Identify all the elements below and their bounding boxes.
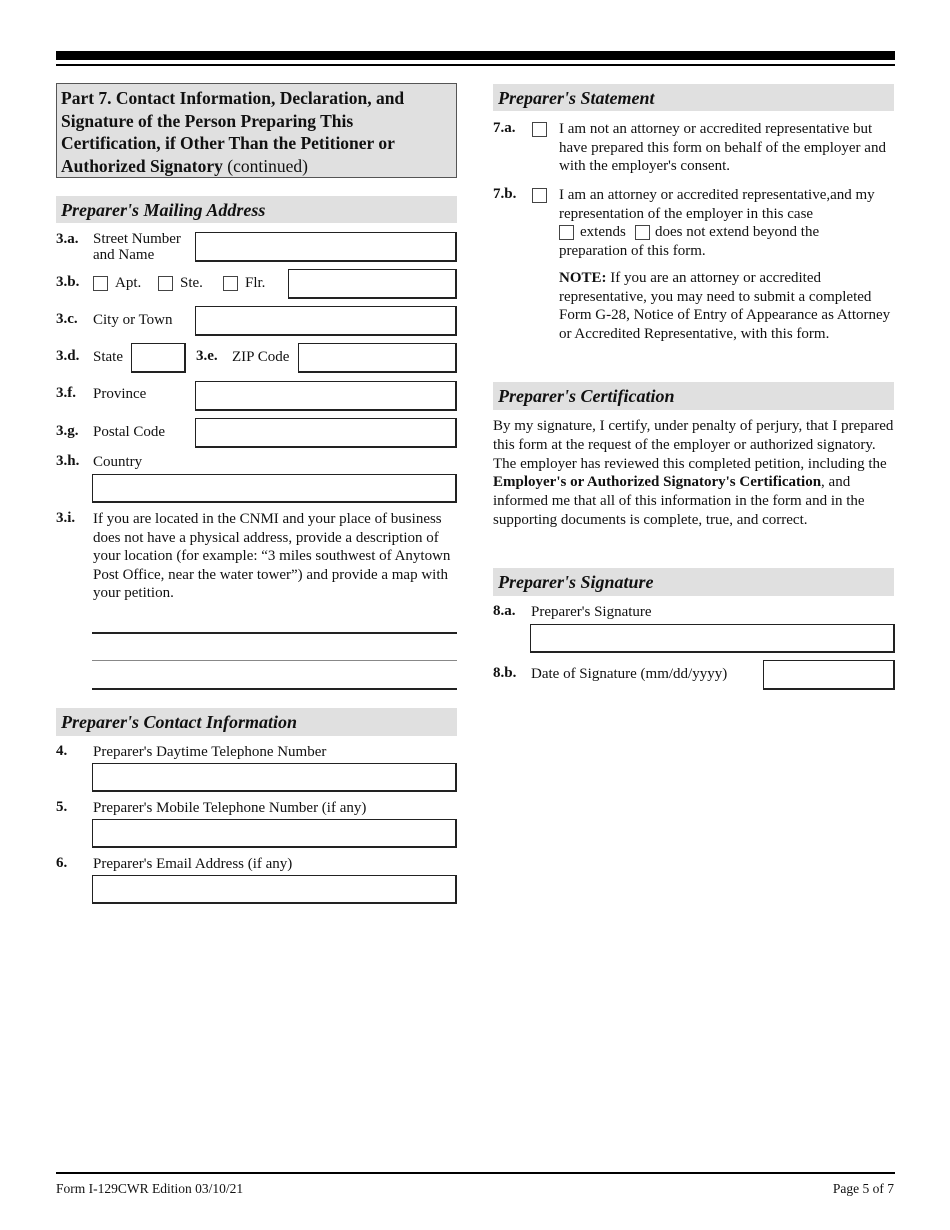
form-edition: Form I-129CWR Edition 03/10/21 xyxy=(56,1181,244,1196)
extends-checkbox[interactable] xyxy=(559,225,574,240)
item-number: 3.b. xyxy=(56,274,80,290)
top-thick-rule xyxy=(56,51,895,60)
top-thin-rule xyxy=(56,64,895,66)
not-attorney-checkbox[interactable] xyxy=(532,122,547,137)
unit-number-input[interactable] xyxy=(288,269,457,299)
item-number: 3.f. xyxy=(56,385,76,401)
signature-label: Preparer's Signature xyxy=(531,604,652,620)
note-text: If you are an attorney or accredited representative, you may need to submit a completed Form G-28, Notice of Entry of Appearance as Attorney or Accredited Representative, with this form. xyxy=(559,270,891,342)
cnmi-instructions: If you are located in the CNMI and your place of business does not have a physical address, provide a description of your location (for example: “3 miles southwest of Anytown Post Office, near the water tower”) and provide a map with your petition. xyxy=(93,511,451,601)
mobile-label: Preparer's Mobile Telephone Number (if any) xyxy=(93,800,367,816)
item-number: 3.i. xyxy=(56,510,76,526)
apt-checkbox[interactable] xyxy=(93,276,108,291)
item-number: 4. xyxy=(56,743,68,759)
street-label xyxy=(93,231,181,263)
item-number: 3.a. xyxy=(56,231,79,247)
certification-heading: Preparer's Certification xyxy=(493,382,894,410)
city-input[interactable] xyxy=(195,306,457,336)
cnmi-description-line-3[interactable] xyxy=(92,688,457,690)
date-label: Date of Signature (mm/dd/yyyy) xyxy=(531,666,728,682)
state-label: State xyxy=(93,349,123,365)
mobile-input[interactable] xyxy=(92,819,457,848)
contact-info-heading: Preparer's Contact Information xyxy=(56,708,457,736)
ste-checkbox[interactable] xyxy=(158,276,173,291)
item-number: 3.e. xyxy=(196,348,218,364)
item-number: 6. xyxy=(56,855,68,871)
cnmi-description-line-2[interactable] xyxy=(92,660,457,661)
flr-checkbox[interactable] xyxy=(223,276,238,291)
province-input[interactable] xyxy=(195,381,457,411)
postal-label: Postal Code xyxy=(93,424,166,440)
extends-label: extends xyxy=(580,224,626,240)
item-number: 3.g. xyxy=(56,423,79,439)
zip-input[interactable] xyxy=(298,343,457,373)
phone-input[interactable] xyxy=(92,763,457,792)
country-input[interactable] xyxy=(92,474,457,503)
footer-rule xyxy=(56,1172,895,1174)
item-number: 3.d. xyxy=(56,348,80,364)
flr-label: Flr. xyxy=(245,275,266,291)
does-not-extend-label: does not extend beyond the xyxy=(655,224,820,240)
postal-input[interactable] xyxy=(195,418,457,448)
page-number: Page 5 of 7 xyxy=(832,1181,894,1196)
email-input[interactable] xyxy=(92,875,457,904)
street-input[interactable] xyxy=(195,232,457,262)
item-number: 5. xyxy=(56,799,68,815)
item-number: 7.a. xyxy=(493,120,516,136)
does-not-extend-checkbox[interactable] xyxy=(635,225,650,240)
street-label-line2: and Name xyxy=(93,247,155,263)
attorney-checkbox[interactable] xyxy=(532,188,547,203)
mailing-address-heading: Preparer's Mailing Address xyxy=(56,196,457,223)
part-7-header xyxy=(56,83,457,178)
zip-label: ZIP Code xyxy=(232,349,290,365)
item-number: 7.b. xyxy=(493,186,517,202)
item-number: 3.c. xyxy=(56,311,78,327)
date-input[interactable] xyxy=(763,660,895,690)
signature-heading: Preparer's Signature xyxy=(493,568,894,596)
item-number: 8.a. xyxy=(493,603,516,619)
attorney-text: I am an attorney or accredited representative,and my representation of the employer in this case xyxy=(559,187,875,222)
city-label: City or Town xyxy=(93,312,173,328)
signature-input[interactable] xyxy=(530,624,895,653)
g28-note xyxy=(559,269,894,343)
email-label: Preparer's Email Address (if any) xyxy=(93,856,293,872)
note-label: NOTE: xyxy=(559,270,607,286)
street-label-line1: Street Number xyxy=(93,231,181,247)
part-title-suffix: (continued) xyxy=(222,155,308,176)
not-attorney-text: I am not an attorney or accredited representative but have prepared this form on behalf of the employer and with the employer's consent. xyxy=(559,121,886,174)
cert-text-2: , and informed me that all of this information in the form and in the supporting documents is complete, true, and correct. xyxy=(493,474,865,528)
cert-text-1: By my signature, I certify, under penalty of perjury, that I prepared this form at the request of the employer or authorized signatory. The employer has reviewed this completed petition, including the xyxy=(493,418,894,472)
country-label: Country xyxy=(93,454,143,470)
cert-text-bold: Employer's or Authorized Signatory's Certification xyxy=(493,474,822,491)
phone-label: Preparer's Daytime Telephone Number xyxy=(93,744,327,760)
certification-text xyxy=(493,417,894,530)
cnmi-description-line-1[interactable] xyxy=(92,632,457,634)
part-title: Part 7. Contact Information, Declaration, and Signature of the Person Preparing This Certification, if Other Than the Petitioner or Authorized Signatory xyxy=(61,88,405,176)
ste-label: Ste. xyxy=(180,275,203,291)
province-label: Province xyxy=(93,386,147,402)
statement-heading: Preparer's Statement xyxy=(493,84,894,111)
apt-label: Apt. xyxy=(115,275,142,291)
state-input[interactable] xyxy=(131,343,186,373)
item-number: 8.b. xyxy=(493,665,517,681)
item-number: 3.h. xyxy=(56,453,80,469)
preparation-text: preparation of this form. xyxy=(559,243,706,259)
